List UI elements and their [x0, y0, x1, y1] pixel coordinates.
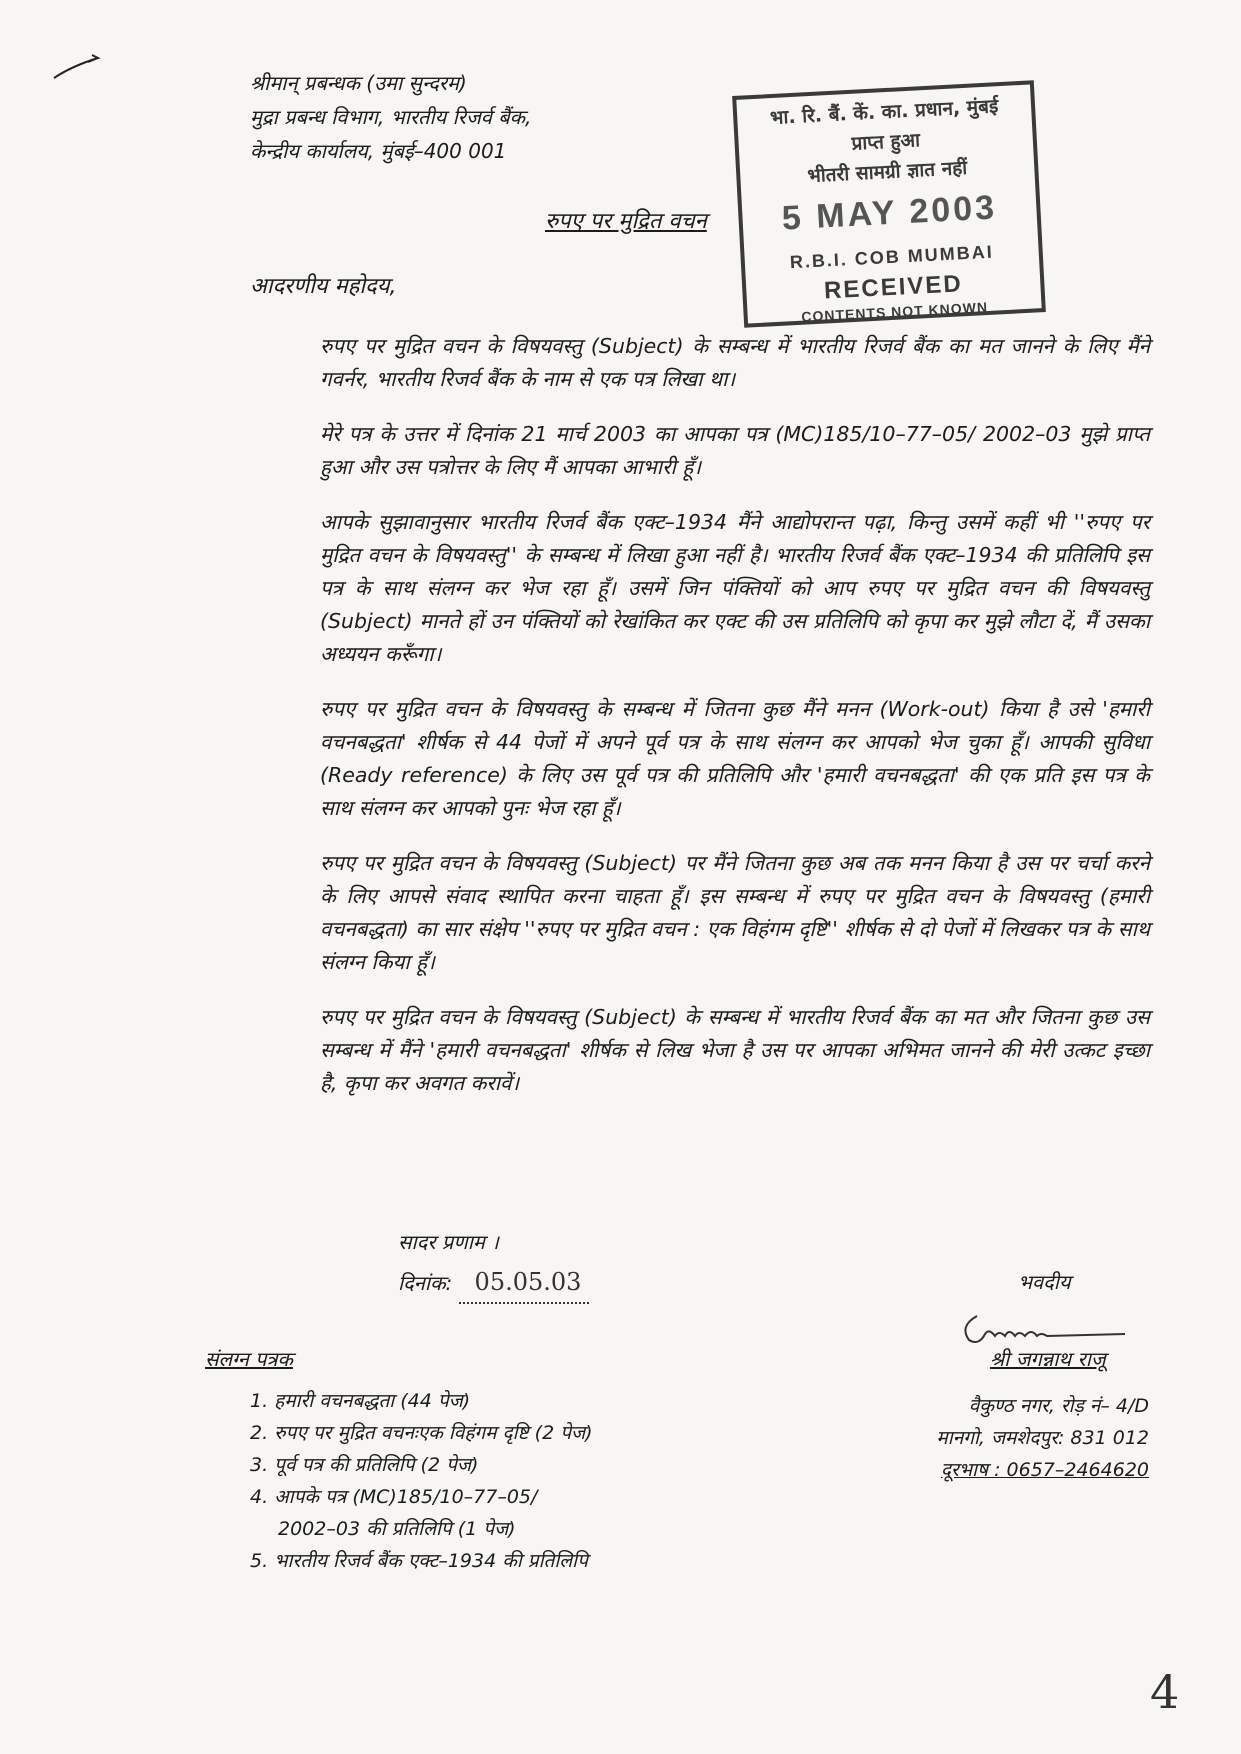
- sender-address: [936, 1390, 1149, 1486]
- paragraph-1: रुपए पर मुद्रित वचन के विषयवस्तु (Subject) के सम्बन्ध में भारतीय रिजर्व बैंक का मत जानने के लिए मैंने गवर्नर, भारतीय रिजर्व बैंक के नाम से एक पत्र लिखा था।: [320, 334, 1150, 391]
- salutation: आदरणीय महोदय,: [250, 274, 397, 299]
- paragraph-4: रुपए पर मुद्रित वचन के विषयवस्तु के सम्बन्ध में जितना कुछ मैंने मनन (Work-out) किया है उसे 'हमारी वचनबद्धता' शीर्षक से 44 पेजों में अपने पूर्व पत्र के साथ संलग्न कर आपको भेज चुका हूँ। आपकी सुविधा (Ready reference) के लिए उस पूर्व पत्र की प्रतिलिपि और 'हमारी वचनबद्धता' की एक प्रति इस पत्र के साथ संलग्न कर आपको पुनः भेज रहा हूँ।: [320, 697, 1150, 820]
- stamp-office: R.B.I. COB MUMBAI: [789, 241, 995, 273]
- sender-address-line-1: वैकुण्ठ नगर, रोड़ नं– 4/D: [968, 1395, 1149, 1417]
- yours-faithfully: भवदीय: [1018, 1270, 1071, 1294]
- recipient-address: [250, 66, 531, 168]
- date-label: दिनांक:: [398, 1271, 453, 1295]
- stamp-line-2: प्राप्त हुआ: [850, 129, 921, 155]
- page-number: 4: [1150, 1665, 1180, 1719]
- handwritten-date: 05.05.03: [459, 1262, 590, 1304]
- paragraph-2: मेरे पत्र के उत्तर में दिनांक 21 मार्च 2003 का आपका पत्र (MC)185/10–77–05/ 2002–03 मुझे प्राप्त हुआ और उस पत्रोत्तर के लिए मैं आपका आभारी हूँ।: [320, 422, 1150, 479]
- enclosures-title: संलग्न पत्रक: [205, 1347, 293, 1371]
- enclosure-item: 5. भारतीय रिजर्व बैंक एक्ट–1934 की प्रतिलिपि: [250, 1550, 588, 1572]
- letter-subject: रुपए पर मुद्रित वचन: [545, 209, 707, 234]
- enclosure-item: 3. पूर्व पत्र की प्रतिलिपि (2 पेज): [250, 1454, 479, 1476]
- paragraph-3: आपके सुझावानुसार भारतीय रिजर्व बैंक एक्ट–1934 मैंने आद्योपरान्त पढ़ा, किन्तु उसमें कहीं भी ''रुपए पर मुद्रित वचन के विषयवस्तु'' के सम्बन्ध में लिखा हुआ नहीं है। भारतीय रिजर्व बैंक एक्ट–1934 की प्रतिलिपि इस पत्र के साथ संलग्न कर भेज रहा हूँ। उसमें जिन पंक्तियों को आप रुपए पर मुद्रित वचन की विषयवस्तु (Subject) मानते हों उन पंक्तियों को रेखांकित कर एक्ट की उस प्रतिलिपि को कृपा कर मुझे लौटा दें, मैं उसका अध्ययन करूँगा।: [320, 510, 1150, 666]
- sender-address-line-2: मानगो, जमशेदपुर: 831 012: [936, 1427, 1149, 1449]
- recipient-line-3: केन्द्रीय कार्यालय, मुंबई–400 001: [250, 139, 507, 163]
- enclosure-item: 4. आपके पत्र (MC)185/10–77–05/: [250, 1486, 538, 1508]
- date-row: [398, 1262, 589, 1304]
- paragraph-5: रुपए पर मुद्रित वचन के विषयवस्तु (Subject) पर मैंने जितना कुछ अब तक मनन किया है उस पर चर्चा करने के लिए आपसे संवाद स्थापित करना चाहता हूँ। इस सम्बन्ध में रुपए पर मुद्रित वचन के विषयवस्तु (हमारी वचनबद्धता) का सार संक्षेप ''रुपए पर मुद्रित वचन : एक विहंगम दृष्टि'' शीर्षक से दो पेजों में लिखकर पत्र के साथ संलग्न किया हूँ।: [320, 851, 1150, 974]
- sender-phone: दूरभाष : 0657–2464620: [940, 1459, 1149, 1481]
- stamp-received: RECEIVED: [823, 270, 964, 305]
- recipient-line-1: श्रीमान् प्रबन्धक (उमा सुन्दरम): [250, 71, 467, 95]
- stamp-date: 5 MAY 2003: [780, 188, 998, 238]
- enclosure-item: 2. रुपए पर मुद्रित वचनःएक विहंगम दृष्टि (2 पेज): [250, 1422, 593, 1444]
- sender-name: श्री जगन्नाथ राजू: [990, 1347, 1106, 1371]
- stamp-line-1: भा. रि. बैं. कें. का. प्रधान, मुंबई: [769, 95, 999, 130]
- enclosure-item: 1. हमारी वचनबद्धता (44 पेज): [250, 1390, 471, 1412]
- closing-block: [398, 1222, 589, 1304]
- pen-stroke-mark: [52, 52, 122, 82]
- letter-body: [320, 330, 1150, 1122]
- stamp-contents: CONTENTS NOT KNOWN: [800, 298, 989, 325]
- stamp-line-3: भीतरी सामग्री ज्ञात नहीं: [806, 156, 968, 188]
- recipient-line-2: मुद्रा प्रबन्ध विभाग, भारतीय रिजर्व बैंक,: [250, 105, 532, 129]
- enclosure-item-continued: 2002–03 की प्रतिलिपि (1 पेज): [278, 1518, 516, 1540]
- paragraph-6: रुपए पर मुद्रित वचन के विषयवस्तु (Subject) के सम्बन्ध में भारतीय रिजर्व बैंक का मत और जितना कुछ उस सम्बन्ध में मैंने 'हमारी वचनबद्धता' शीर्षक से लिख भेजा है उस पर आपका अभिमत जानने की मेरी उत्कट इच्छा है, कृपा कर अवगत करावें।: [320, 1005, 1150, 1095]
- signature-scribble: [955, 1306, 1135, 1348]
- enclosures-list: [250, 1385, 593, 1577]
- regards-text: सादर प्रणाम ।: [398, 1230, 499, 1254]
- received-stamp: [732, 80, 1046, 327]
